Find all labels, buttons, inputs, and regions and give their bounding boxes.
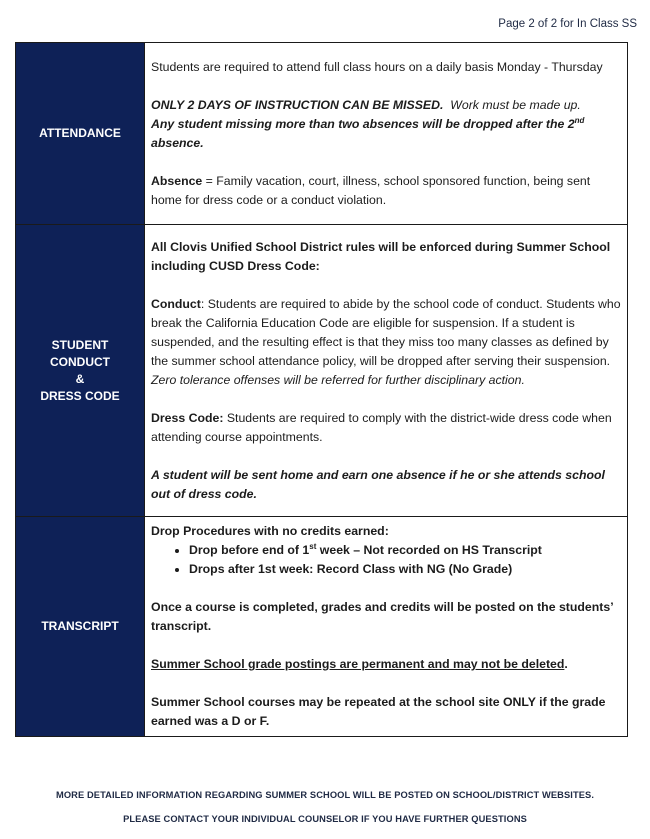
permanent-postings-text: Summer School grade postings are permanent and may not be deleted.: [151, 657, 568, 671]
conduct-dress-code-label: STUDENT CONDUCT & DRESS CODE: [16, 225, 145, 517]
repeat-course-text: Summer School courses may be repeated at the school site ONLY if the grade earned was a D or F.: [151, 695, 606, 728]
dress-code-policy-text: Dress Code: Students are required to comply with the district-wide dress code when attending course appointments.: [151, 410, 612, 444]
footer-counselor-notice: PLEASE CONTACT YOUR INDIVIDUAL COUNSELOR IF YOU HAVE FURTHER QUESTIONS: [123, 814, 527, 824]
conduct-row: [16, 225, 628, 517]
grades-posted-text: Once a course is completed, grades and credits will be posted on the students’ transcript.: [151, 600, 613, 633]
page-number-label: Page 2 of 2 for In Class SS: [498, 18, 637, 30]
sent-home-warning: A student will be sent home and earn one absence if he or she attends school out of dress code.: [151, 467, 605, 501]
absence-definition: Absence = Family vacation, court, illness, school sponsored function, being sent home for dress code or a conduct violation.: [151, 173, 591, 207]
conduct-content: [145, 225, 628, 517]
dropped-after-absence-text: Any student missing more than two absences will be dropped after the 2nd absence.: [151, 115, 585, 150]
transcript-row: [16, 517, 628, 737]
attendance-row: [16, 43, 628, 225]
transcript-content: [145, 517, 628, 737]
district-rules-intro: All Clovis Unified School District rules will be enforced during Summer School including CUSD Dress Code:: [151, 239, 611, 273]
missed-days-warning: ONLY 2 DAYS OF INSTRUCTION CAN BE MISSED. Work must be made up.: [151, 97, 581, 112]
attendance-hours-text: Students are required to attend full class hours on a daily basis Monday - Thursday: [151, 59, 603, 74]
conduct-policy-text: Conduct: Students are required to abide by the school code of conduct. Students who break the California Education Code are eligible for suspension. If a student is suspended, and the resulting effect is that they miss too many classes as defined by the summer school attendance policy, will be dropped after serving their suspension. Zero tolerance offenses will be referred for further disciplinary action.: [151, 296, 621, 387]
drop-procedures-list: [151, 541, 622, 579]
policy-table: [15, 42, 628, 737]
footer-websites-notice: MORE DETAILED INFORMATION REGARDING SUMMER SCHOOL WILL BE POSTED ON SCHOOL/DISTRICT WEBSITES.: [55, 790, 595, 800]
list-item: • Drops after 1st week: Record Class with NG (No Grade): [189, 560, 622, 579]
attendance-content: [145, 43, 628, 225]
attendance-label: ATTENDANCE: [16, 43, 145, 225]
drop-procedures-heading: Drop Procedures with no credits earned:: [151, 524, 389, 538]
transcript-label: TRANSCRIPT: [16, 517, 145, 737]
list-item: • Drop before end of 1st week – Not recorded on HS Transcript: [189, 541, 622, 560]
